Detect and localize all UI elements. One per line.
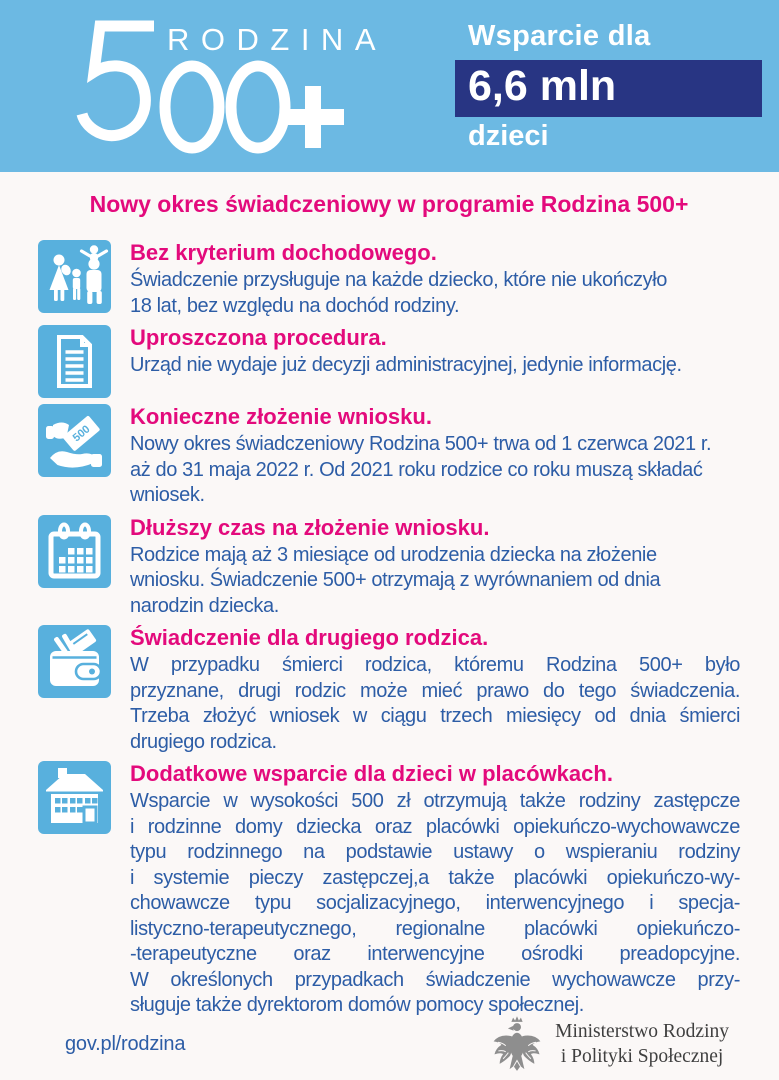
section-no-income-criterion — [38, 240, 740, 319]
document-icon — [38, 325, 111, 398]
polish-eagle-icon — [491, 1014, 543, 1074]
section-text — [130, 240, 740, 319]
section-text — [130, 625, 740, 755]
logo-plus-sign — [282, 86, 344, 148]
section-heading: Świadczenie dla drugiego rodzica. — [130, 625, 489, 650]
content-area — [0, 172, 779, 1019]
banknote-500-label: 500 — [70, 423, 93, 445]
section-heading: Konieczne złożenie wniosku. — [130, 404, 432, 429]
section-body: Wsparcie w wysokości 500 zł otrzymują także rodziny zastępcze i rodzinne domy dziecka oraz placówki opiekuńczo-wychowawcze typu rodzinnego na podstawie ustawy o wspieraniu rodziny i systemie pieczy zastępczej,a także placówki opiekuńczo-wy- chowawcze typu socjalizacyjnego, interwencyjnego i specja- listyczno-terapeutycznego, regionalne placówki opiekuńczo- -terapeutyczne oraz interwencyjne ośrodki preadopcyjne. W określonych przypadkach świadczenie wychowawcze przy- sługuje także dyrektorom domów pomocy społecznej. — [130, 790, 740, 1016]
ministry-line2: i Polityki Społecznej — [560, 1046, 724, 1067]
ministry-name — [555, 1019, 729, 1069]
calendar-icon — [38, 515, 111, 588]
highlight-box: 6,6 mln — [455, 60, 762, 117]
section-heading: Dłuższy czas na złożenie wniosku. — [130, 514, 490, 540]
section-heading: Bez kryterium dochodowego. — [130, 240, 437, 265]
page-title: Nowy okres świadczeniowy w programie Rodzina 500+ — [89, 191, 689, 217]
footer — [65, 1014, 729, 1074]
building-icon — [38, 761, 111, 834]
section-body: Rodzice mają aż 3 miesiące od urodzenia dziecka na złożenie wniosku. Świadczenie 500+ otrzymają z wyrównaniem od dnia narodzin dziecka. — [130, 543, 661, 617]
wallet-icon — [38, 625, 111, 698]
logo-digit-five — [82, 26, 154, 136]
ministry-signature — [491, 1014, 729, 1074]
rodzina-500plus-logo — [70, 8, 422, 158]
logo-zero-1 — [165, 66, 219, 148]
section-text — [130, 404, 740, 509]
section-text — [130, 515, 740, 620]
gov-link[interactable]: gov.pl/rodzina — [65, 1032, 186, 1055]
section-body: Nowy okres świadczeniowy Rodzina 500+ trwa od 1 czerwca 2021 r. aż do 31 maja 2022 r. Od 2021 roku rodzice co roku muszą składać wniosek. — [130, 433, 712, 506]
header-banner — [0, 0, 779, 172]
section-heading: Uproszczona procedura. — [130, 325, 387, 350]
support-block — [455, 20, 762, 152]
logo-zero-2 — [231, 66, 285, 148]
section-body: W przypadku śmierci rodzica, któremu Rodzina 500+ było przyznane, drugi rodzic może mieć prawo do tego świadczenia. Trzeba złożyć wniosek w ciągu trzech miesięcy od dnia śmierci drugiego rodzica. — [130, 654, 740, 753]
section-longer-time — [38, 515, 740, 620]
money-hand-icon — [38, 404, 111, 477]
section-second-parent — [38, 625, 740, 755]
section-body: Świadczenie przysługuje na każde dziecko, które nie ukończyło 18 lat, bez względu na dochód rodziny. — [130, 269, 668, 317]
section-application-required — [38, 404, 740, 509]
ministry-line1: Ministerstwo Rodziny — [555, 1021, 729, 1042]
support-suffix: dzieci — [468, 120, 549, 152]
section-heading: Dodatkowe wsparcie dla dzieci w placówkach. — [130, 761, 613, 786]
section-institutions-support — [38, 761, 740, 1019]
family-icon — [38, 240, 111, 313]
section-text — [130, 761, 740, 1019]
logo-brand-word: RODZINA — [167, 22, 387, 57]
section-text — [130, 325, 740, 379]
section-body: Urząd nie wydaje już decyzji administracyjnej, jedynie informację. — [130, 354, 682, 376]
section-simplified-procedure — [38, 325, 740, 398]
support-label: Wsparcie dla — [468, 20, 651, 52]
